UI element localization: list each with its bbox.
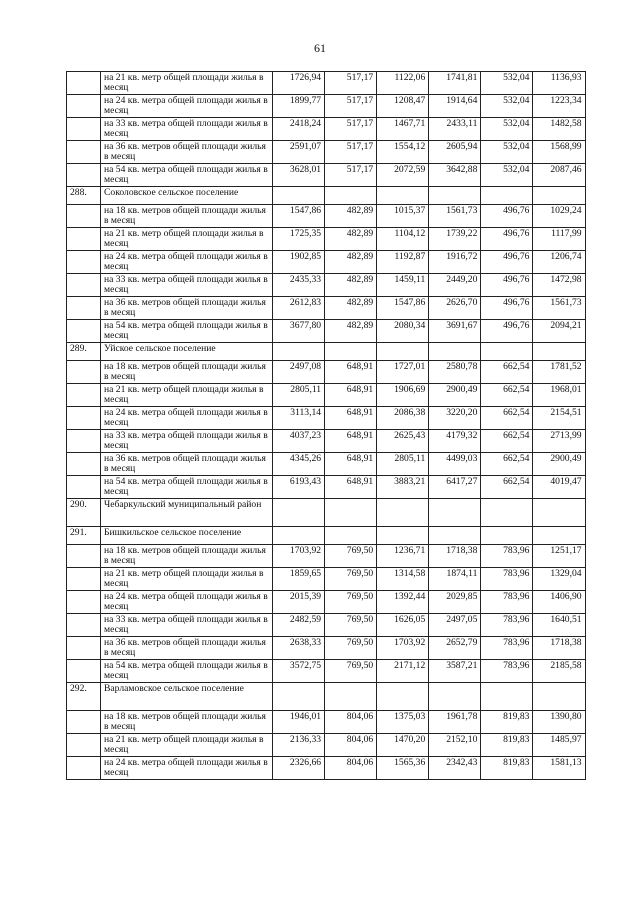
value-cell-5: 783,96 (481, 568, 533, 591)
table-row (67, 320, 586, 343)
norm-description: на 24 кв. метра общей площади жилья в месяц (101, 251, 273, 274)
value-cell-5: 783,96 (481, 637, 533, 660)
table-row (67, 384, 586, 407)
value-cell-4 (429, 499, 481, 527)
value-cell-4: 2497,05 (429, 614, 481, 637)
row-number (67, 118, 101, 141)
norm-description: на 54 кв. метра общей площади жилья в месяц (101, 660, 273, 683)
table-row (67, 205, 586, 228)
value-cell-5: 532,04 (481, 72, 533, 95)
value-cell-6: 1482,58 (533, 118, 585, 141)
table-row (67, 430, 586, 453)
value-cell-6: 1329,04 (533, 568, 585, 591)
value-cell-3: 1703,92 (377, 637, 429, 660)
value-cell-3: 1470,20 (377, 734, 429, 757)
table-row (67, 164, 586, 187)
value-cell-3 (377, 683, 429, 711)
row-number: 292. (67, 683, 101, 711)
value-cell-4: 2152,10 (429, 734, 481, 757)
value-cell-1: 1902,85 (273, 251, 325, 274)
section-row (67, 343, 586, 361)
section-row (67, 187, 586, 205)
value-cell-1: 2612,83 (273, 297, 325, 320)
value-cell-6: 2094,21 (533, 320, 585, 343)
value-cell-5: 496,76 (481, 274, 533, 297)
norm-description: на 54 кв. метра общей площади жилья в месяц (101, 164, 273, 187)
value-cell-4: 2433,11 (429, 118, 481, 141)
value-cell-2: 482,89 (325, 228, 377, 251)
value-cell-5: 662,54 (481, 453, 533, 476)
value-cell-4: 2900,49 (429, 384, 481, 407)
norm-description: на 36 кв. метров общей площади жилья в месяц (101, 141, 273, 164)
value-cell-4: 4499,03 (429, 453, 481, 476)
value-cell-3: 1727,01 (377, 361, 429, 384)
value-cell-3 (377, 187, 429, 205)
norm-description: на 18 кв. метров общей площади жилья в месяц (101, 711, 273, 734)
value-cell-5: 662,54 (481, 361, 533, 384)
value-cell-6: 1406,90 (533, 591, 585, 614)
value-cell-2: 517,17 (325, 164, 377, 187)
value-cell-6: 1568,99 (533, 141, 585, 164)
value-cell-3: 2625,43 (377, 430, 429, 453)
value-cell-6: 2087,46 (533, 164, 585, 187)
row-number (67, 72, 101, 95)
norm-description: на 36 кв. метров общей площади жилья в месяц (101, 453, 273, 476)
norm-description: на 24 кв. метра общей площади жилья в месяц (101, 591, 273, 614)
page-number: 61 (314, 41, 326, 55)
value-cell-6: 1117,99 (533, 228, 585, 251)
value-cell-4: 2626,70 (429, 297, 481, 320)
settlement-name: Чебаркульский муниципальный район (101, 499, 273, 527)
value-cell-3: 1565,36 (377, 757, 429, 780)
value-cell-1: 2435,33 (273, 274, 325, 297)
value-cell-3: 1314,58 (377, 568, 429, 591)
value-cell-4: 1874,11 (429, 568, 481, 591)
value-cell-6: 1251,17 (533, 545, 585, 568)
norm-description: на 33 кв. метра общей площади жилья в месяц (101, 274, 273, 297)
value-cell-4: 2652,79 (429, 637, 481, 660)
row-number: 289. (67, 343, 101, 361)
value-cell-1: 4037,23 (273, 430, 325, 453)
row-number (67, 430, 101, 453)
section-row (67, 527, 586, 545)
value-cell-2: 804,06 (325, 711, 377, 734)
norm-description: на 24 кв. метра общей площади жилья в месяц (101, 407, 273, 430)
value-cell-6: 1781,52 (533, 361, 585, 384)
value-cell-1: 3572,75 (273, 660, 325, 683)
value-cell-2: 769,50 (325, 614, 377, 637)
table-row (67, 118, 586, 141)
table-row (67, 407, 586, 430)
norm-description: на 18 кв. метров общей площади жилья в месяц (101, 545, 273, 568)
value-cell-2: 769,50 (325, 660, 377, 683)
value-cell-3: 2171,12 (377, 660, 429, 683)
value-cell-1: 1547,86 (273, 205, 325, 228)
value-cell-3: 2805,11 (377, 453, 429, 476)
value-cell-5: 819,83 (481, 711, 533, 734)
value-cell-3: 1459,11 (377, 274, 429, 297)
table-row (67, 251, 586, 274)
value-cell-5: 783,96 (481, 660, 533, 683)
value-cell-5 (481, 187, 533, 205)
table-row (67, 361, 586, 384)
value-cell-6: 2900,49 (533, 453, 585, 476)
norm-description: на 21 кв. метр общей площади жилья в месяц (101, 384, 273, 407)
table-row (67, 72, 586, 95)
value-cell-6: 1581,13 (533, 757, 585, 780)
row-number (67, 545, 101, 568)
value-cell-1: 2591,07 (273, 141, 325, 164)
value-cell-6: 1718,38 (533, 637, 585, 660)
norm-description: на 33 кв. метра общей площади жилья в месяц (101, 118, 273, 141)
norm-description: на 54 кв. метра общей площади жилья в месяц (101, 476, 273, 499)
row-number (67, 637, 101, 660)
section-row (67, 683, 586, 711)
value-cell-2: 769,50 (325, 568, 377, 591)
value-cell-1: 1703,92 (273, 545, 325, 568)
value-cell-5: 532,04 (481, 118, 533, 141)
table-row (67, 545, 586, 568)
value-cell-2: 482,89 (325, 320, 377, 343)
table-row (67, 141, 586, 164)
value-cell-1: 6193,43 (273, 476, 325, 499)
value-cell-6 (533, 187, 585, 205)
value-cell-6: 4019,47 (533, 476, 585, 499)
value-cell-6: 1561,73 (533, 297, 585, 320)
row-number (67, 141, 101, 164)
table-row (67, 297, 586, 320)
value-cell-4: 1916,72 (429, 251, 481, 274)
norm-description: на 21 кв. метр общей площади жилья в месяц (101, 228, 273, 251)
value-cell-3: 1375,03 (377, 711, 429, 734)
settlement-name: Варламовское сельское поселение (101, 683, 273, 711)
norm-description: на 21 кв. метр общей площади жилья в месяц (101, 734, 273, 757)
value-cell-5: 496,76 (481, 205, 533, 228)
value-cell-5 (481, 499, 533, 527)
value-cell-4: 2580,78 (429, 361, 481, 384)
value-cell-1: 2015,39 (273, 591, 325, 614)
value-cell-2 (325, 499, 377, 527)
table-row (67, 274, 586, 297)
row-number (67, 95, 101, 118)
table-row (67, 734, 586, 757)
value-cell-4: 2029,85 (429, 591, 481, 614)
norm-description: на 21 кв. метр общей площади жилья в месяц (101, 568, 273, 591)
value-cell-3: 1392,44 (377, 591, 429, 614)
value-cell-2: 648,91 (325, 453, 377, 476)
value-cell-2: 804,06 (325, 757, 377, 780)
value-cell-5: 532,04 (481, 164, 533, 187)
value-cell-1: 2497,08 (273, 361, 325, 384)
row-number (67, 660, 101, 683)
norm-description: на 33 кв. метра общей площади жилья в месяц (101, 614, 273, 637)
row-number (67, 274, 101, 297)
norm-description: на 24 кв. метра общей площади жилья в месяц (101, 95, 273, 118)
value-cell-4: 3691,67 (429, 320, 481, 343)
value-cell-5: 496,76 (481, 251, 533, 274)
value-cell-4: 6417,27 (429, 476, 481, 499)
value-cell-5: 783,96 (481, 545, 533, 568)
value-cell-4 (429, 527, 481, 545)
value-cell-3: 1192,87 (377, 251, 429, 274)
table-row (67, 453, 586, 476)
value-cell-3: 1236,71 (377, 545, 429, 568)
norm-description: на 21 кв. метр общей площади жилья в месяц (101, 72, 273, 95)
value-cell-5: 819,83 (481, 734, 533, 757)
value-cell-6: 1029,24 (533, 205, 585, 228)
value-cell-5: 532,04 (481, 95, 533, 118)
value-cell-4: 2342,43 (429, 757, 481, 780)
value-cell-1 (273, 499, 325, 527)
tariff-table (66, 71, 586, 780)
value-cell-2 (325, 343, 377, 361)
value-cell-4: 1718,38 (429, 545, 481, 568)
value-cell-1 (273, 187, 325, 205)
value-cell-4: 1739,22 (429, 228, 481, 251)
value-cell-6: 1485,97 (533, 734, 585, 757)
value-cell-5: 496,76 (481, 320, 533, 343)
value-cell-5: 819,83 (481, 757, 533, 780)
value-cell-2: 648,91 (325, 407, 377, 430)
value-cell-4: 2449,20 (429, 274, 481, 297)
value-cell-3: 1122,06 (377, 72, 429, 95)
value-cell-1: 2638,33 (273, 637, 325, 660)
value-cell-2: 517,17 (325, 141, 377, 164)
row-number: 290. (67, 499, 101, 527)
value-cell-5: 496,76 (481, 228, 533, 251)
value-cell-2: 648,91 (325, 430, 377, 453)
value-cell-6: 2154,51 (533, 407, 585, 430)
value-cell-5 (481, 527, 533, 545)
value-cell-2: 482,89 (325, 251, 377, 274)
value-cell-3: 1015,37 (377, 205, 429, 228)
value-cell-6: 1206,74 (533, 251, 585, 274)
value-cell-4: 1561,73 (429, 205, 481, 228)
row-number (67, 591, 101, 614)
table-row (67, 637, 586, 660)
value-cell-5 (481, 343, 533, 361)
value-cell-6 (533, 683, 585, 711)
value-cell-2: 769,50 (325, 591, 377, 614)
value-cell-5 (481, 683, 533, 711)
value-cell-1: 1726,94 (273, 72, 325, 95)
table-row (67, 476, 586, 499)
value-cell-1: 2136,33 (273, 734, 325, 757)
value-cell-4: 4179,32 (429, 430, 481, 453)
row-number (67, 251, 101, 274)
norm-description: на 36 кв. метров общей площади жилья в месяц (101, 637, 273, 660)
value-cell-5: 662,54 (481, 407, 533, 430)
value-cell-1: 2326,66 (273, 757, 325, 780)
row-number (67, 453, 101, 476)
value-cell-2: 648,91 (325, 361, 377, 384)
value-cell-6: 1472,98 (533, 274, 585, 297)
value-cell-2: 804,06 (325, 734, 377, 757)
value-cell-6 (533, 527, 585, 545)
table-row (67, 568, 586, 591)
value-cell-2: 648,91 (325, 476, 377, 499)
value-cell-6: 1640,51 (533, 614, 585, 637)
value-cell-2: 769,50 (325, 545, 377, 568)
value-cell-2: 517,17 (325, 118, 377, 141)
table-row (67, 614, 586, 637)
settlement-name: Соколовское сельское поселение (101, 187, 273, 205)
value-cell-6 (533, 343, 585, 361)
value-cell-1: 2482,59 (273, 614, 325, 637)
row-number (67, 734, 101, 757)
section-row (67, 499, 586, 527)
value-cell-3: 2086,38 (377, 407, 429, 430)
table-row (67, 591, 586, 614)
value-cell-3 (377, 343, 429, 361)
row-number (67, 361, 101, 384)
value-cell-4 (429, 343, 481, 361)
value-cell-5: 532,04 (481, 141, 533, 164)
value-cell-3: 2080,34 (377, 320, 429, 343)
table-row (67, 660, 586, 683)
value-cell-2: 482,89 (325, 297, 377, 320)
value-cell-1: 2805,11 (273, 384, 325, 407)
settlement-name: Уйское сельское поселение (101, 343, 273, 361)
value-cell-3: 1554,12 (377, 141, 429, 164)
table-row (67, 95, 586, 118)
row-number (67, 476, 101, 499)
value-cell-2: 482,89 (325, 274, 377, 297)
value-cell-1 (273, 683, 325, 711)
norm-description: на 18 кв. метров общей площади жилья в месяц (101, 205, 273, 228)
value-cell-3: 1104,12 (377, 228, 429, 251)
value-cell-1: 1899,77 (273, 95, 325, 118)
value-cell-3: 3883,21 (377, 476, 429, 499)
value-cell-2 (325, 527, 377, 545)
value-cell-4 (429, 187, 481, 205)
value-cell-4: 3220,20 (429, 407, 481, 430)
value-cell-2: 517,17 (325, 72, 377, 95)
value-cell-3 (377, 499, 429, 527)
value-cell-5: 662,54 (481, 476, 533, 499)
table-row (67, 757, 586, 780)
value-cell-2: 769,50 (325, 637, 377, 660)
value-cell-6: 1968,01 (533, 384, 585, 407)
settlement-name: Бишкильское сельское поселение (101, 527, 273, 545)
value-cell-4: 1741,81 (429, 72, 481, 95)
value-cell-5: 783,96 (481, 591, 533, 614)
norm-description: на 36 кв. метров общей площади жилья в месяц (101, 297, 273, 320)
row-number (67, 320, 101, 343)
norm-description: на 33 кв. метра общей площади жилья в месяц (101, 430, 273, 453)
table-row (67, 228, 586, 251)
row-number (67, 711, 101, 734)
value-cell-3 (377, 527, 429, 545)
row-number (67, 164, 101, 187)
value-cell-6: 1223,34 (533, 95, 585, 118)
row-number: 291. (67, 527, 101, 545)
value-cell-3: 1906,69 (377, 384, 429, 407)
value-cell-1: 3677,80 (273, 320, 325, 343)
value-cell-3: 1208,47 (377, 95, 429, 118)
value-cell-1 (273, 343, 325, 361)
value-cell-6: 2185,58 (533, 660, 585, 683)
value-cell-3: 1626,05 (377, 614, 429, 637)
norm-description: на 54 кв. метра общей площади жилья в месяц (101, 320, 273, 343)
value-cell-5: 662,54 (481, 430, 533, 453)
row-number (67, 757, 101, 780)
value-cell-2: 517,17 (325, 95, 377, 118)
value-cell-4: 1961,78 (429, 711, 481, 734)
value-cell-2 (325, 683, 377, 711)
value-cell-1: 4345,26 (273, 453, 325, 476)
row-number (67, 297, 101, 320)
value-cell-3: 1547,86 (377, 297, 429, 320)
row-number (67, 228, 101, 251)
value-cell-2: 648,91 (325, 384, 377, 407)
row-number (67, 568, 101, 591)
value-cell-1: 3113,14 (273, 407, 325, 430)
value-cell-2 (325, 187, 377, 205)
value-cell-6: 2713,99 (533, 430, 585, 453)
value-cell-4 (429, 683, 481, 711)
value-cell-1: 1859,65 (273, 568, 325, 591)
value-cell-4: 2605,94 (429, 141, 481, 164)
value-cell-1 (273, 527, 325, 545)
row-number (67, 384, 101, 407)
value-cell-5: 783,96 (481, 614, 533, 637)
value-cell-6: 1136,93 (533, 72, 585, 95)
row-number: 288. (67, 187, 101, 205)
value-cell-4: 1914,64 (429, 95, 481, 118)
value-cell-1: 1946,01 (273, 711, 325, 734)
value-cell-3: 1467,71 (377, 118, 429, 141)
value-cell-2: 482,89 (325, 205, 377, 228)
value-cell-1: 1725,35 (273, 228, 325, 251)
value-cell-4: 3587,21 (429, 660, 481, 683)
value-cell-5: 496,76 (481, 297, 533, 320)
tariff-table-body (67, 72, 586, 780)
value-cell-3: 2072,59 (377, 164, 429, 187)
row-number (67, 614, 101, 637)
value-cell-6 (533, 499, 585, 527)
norm-description: на 24 кв. метра общей площади жилья в месяц (101, 757, 273, 780)
norm-description: на 18 кв. метров общей площади жилья в месяц (101, 361, 273, 384)
value-cell-6: 1390,80 (533, 711, 585, 734)
table-row (67, 711, 586, 734)
value-cell-4: 3642,88 (429, 164, 481, 187)
row-number (67, 407, 101, 430)
row-number (67, 205, 101, 228)
value-cell-1: 2418,24 (273, 118, 325, 141)
value-cell-5: 662,54 (481, 384, 533, 407)
value-cell-1: 3628,01 (273, 164, 325, 187)
